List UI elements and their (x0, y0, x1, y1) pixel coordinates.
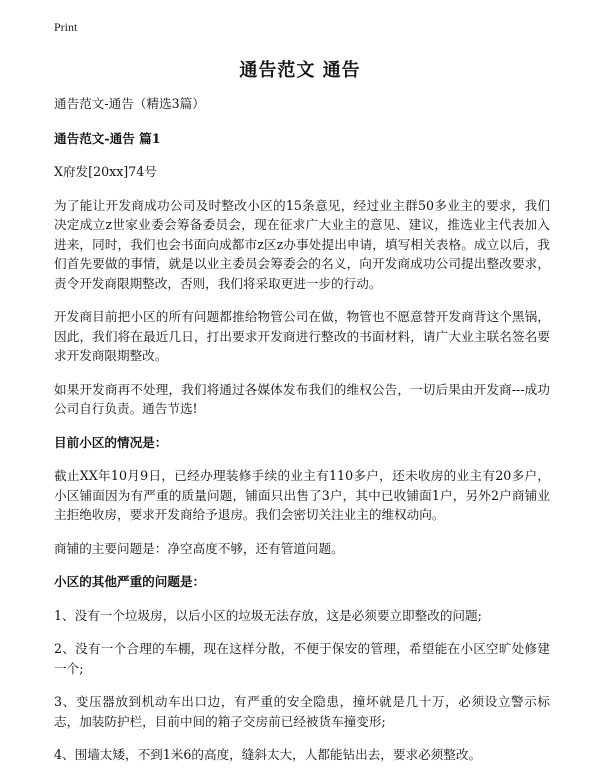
list-item-3: 3、变压器放到机动车出口边，有严重的安全隐患，撞坏就是几十万，必须设立警示标志，加装防护栏，目前中间的箱子交房前已经被货车撞变形; (54, 694, 550, 729)
list-item-2: 2、没有一个合理的车棚，现在这样分散，不便于保安的管理，希望能在小区空旷处修建一个; (54, 641, 550, 676)
paragraph-3: 如果开发商再不处理，我们将通过各媒体发布我们的维权公告，一切后果由开发商---成功公司自行负责。通告节选! (54, 381, 550, 416)
paragraph-1: 为了能让开发商成功公司及时整改小区的15条意见，经过业主群50多业主的要求，我们决定成立z世家业委会筹备委员会，现在征求广大业主的意见、建议，推选业主代表加入进来，同时，我们也会书面向成都市z区z办事处提出申请，填写相关表格。成立以后，我们首先要做的事情，就是以业主委员会筹委会的名义，向开发商成功公司提出整改要求，责令开发商限期整改，否则，我们将采取更进一步的行动。 (54, 197, 550, 291)
paragraph-2: 开发商目前把小区的所有问题都推给物管公司在做，物管也不愿意替开发商背这个黑锅，因此，我们将在最近几日，打出要求开发商进行整改的书面材料，请广大业主联名签名要求开发商限期整改。 (54, 309, 550, 363)
document-subtitle: 通告范文-通告（精选3篇） (54, 96, 205, 111)
print-link[interactable]: Print (54, 20, 78, 34)
list-item-1: 1、没有一个垃圾房，以后小区的垃圾无法存放，这是必须要立即整改的问题; (54, 607, 482, 623)
doc-number: X府发[20xx]74号 (54, 164, 157, 179)
paragraph-4: 截止XX年10月9日，已经办理装修手续的业主有110多户，还未收房的业主有20多户，小区铺面因为有严重的质量问题，铺面只出售了3户，其中已收铺面1户，另外2户商铺业主拒绝收房，要求开发商给予退房。我们会密切关注业主的维权动向。 (54, 468, 550, 522)
list-item-4: 4、围墙太矮，不到1米6的高度，缝斜太大，人都能钻出去，要求必须整改。 (54, 747, 482, 762)
page-title: 通告范文 通告 (239, 60, 361, 81)
section-heading-3: 小区的其他严重的问题是： (54, 574, 206, 589)
document-body (54, 94, 550, 779)
section-heading-1: 通告范文-通告 篇1 (54, 130, 161, 146)
section-heading-2: 目前小区的情况是： (54, 434, 168, 450)
paragraph-5: 商铺的主要问题是：净空高度不够，还有管道问题。 (54, 540, 344, 556)
